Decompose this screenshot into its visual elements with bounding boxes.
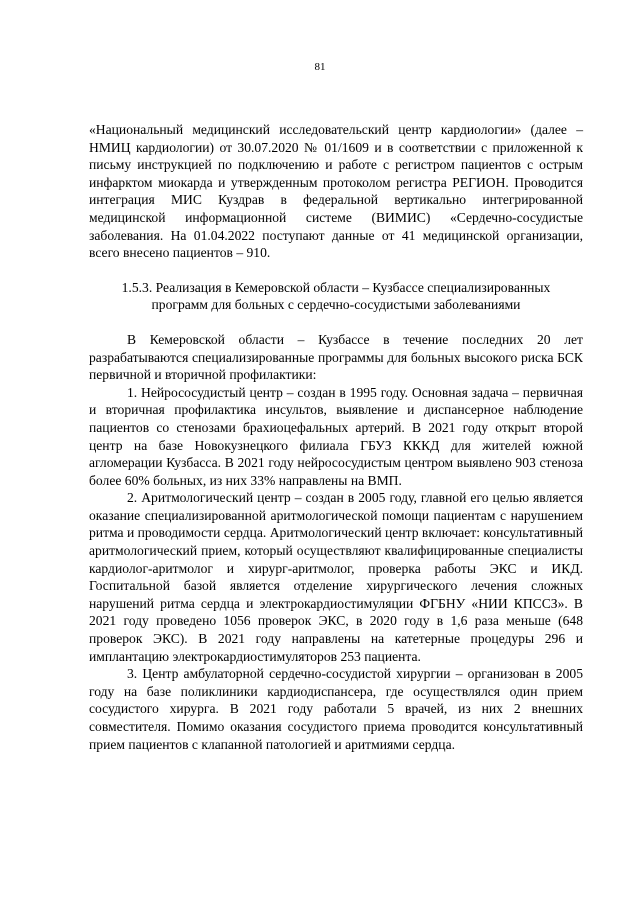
- section-heading: 1.5.3. Реализация в Кемеровской области – Кузбассе специализированных программ для больных с сердечно-сосудистыми заболеваниями: [121, 279, 551, 313]
- body-paragraph-neurovascular-center: 1. Нейрососудистый центр – создан в 1995 году. Основная задача – первичная и вторичная профилактика инсультов, выявление и диспансерное наблюдение пациентов со стенозами брахиоцефальных артерий. В 2021 году открыт второй центр на базе Новокузнецкого филиала ГБУЗ КККД для жителей южной агломерации Кузбасса. В 2021 году нейрососудистым центром выявлено 903 стеноза более 60% больных, из них 33% направлены на ВМП.: [89, 384, 583, 488]
- page-number: 81: [314, 61, 326, 73]
- body-paragraph-arrhythmology-center: 2. Аритмологический центр – создан в 2005 году, главной его целью является оказание специализированной аритмологической помощи пациентам с нарушением ритма и проводимости сердца. Аритмологический центр включает: консультативный аритмологический прием, который осуществляют квалифицированные специалисты кардиолог-аритмолог и хирург-аритмолог, проверка работы ЭКС и ИКД. Госпитальной базой является отделение хирургического лечения сложных нарушений ритма сердца и электрокардиостимуляции ФГБНУ «НИИ КПССЗ». В 2021 году проведено 1056 проверок ЭКС, в 2020 году в 1,6 раза меньше (648 проверок ЭКС). В 2021 году направлены на катетерные процедуры 296 и имплантацию электрокардиостимуляторов 253 пациента.: [89, 490, 583, 664]
- page-body: [89, 121, 583, 753]
- intro-paragraph: «Национальный медицинский исследовательский центр кардиологии» (далее – НМИЦ кардиологии) от 30.07.2020 № 01/1609 и в соответствии с приложенной к письму инструкцией по подключению и работе с регистром пациентов с острым инфарктом миокарда и утвержденным протоколом регистра РЕГИОН. Проводится интеграция МИС Куздрав в федеральной вертикально интегрированной медицинской информационной системе (ВИМИС) «Сердечно-сосудистые заболевания. На 01.04.2022 поступают данные от 41 медицинской организации, всего внесено пациентов – 910.: [89, 122, 583, 261]
- body-paragraph-vascular-surgery-center: 3. Центр амбулаторной сердечно-сосудистой хирургии – организован в 2005 году на базе поликлиники кардиодиспансера, где осуществлялся один прием сосудистого хирурга. В 2021 году работали 5 врачей, из них 2 внешних совместителя. Помимо оказания сосудистого приема проводится консультативный прием пациентов с клапанной патологией и аритмиями сердца.: [89, 666, 583, 752]
- body-paragraph-overview: В Кемеровской области – Кузбассе в течение последних 20 лет разрабатываются специализированные программы для больных высокого риска БСК первичной и вторичной профилактики:: [89, 331, 583, 383]
